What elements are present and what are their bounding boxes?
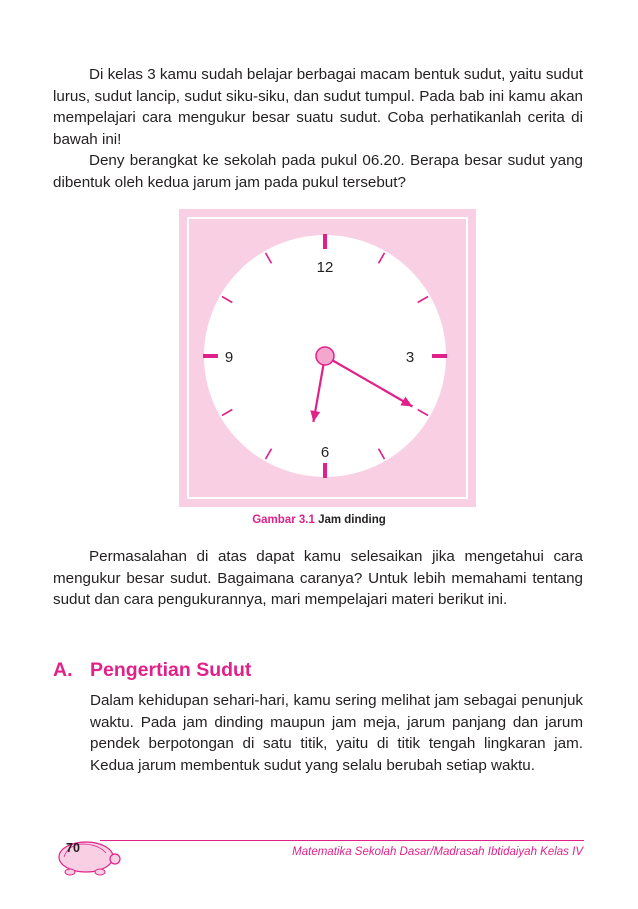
caption-text: Jam dinding <box>318 514 386 526</box>
section-heading <box>53 659 251 682</box>
section-a-paragraph: Dalam kehidupan sehari-hari, kamu sering melihat jam sebagai penunjuk waktu. Pada jam dinding maupun jam meja, jarum panjang dan jarum pendek berpotongan di satu titik, yaitu di titik tengah lingkaran jam. Kedua jarum membentuk sudut yang selalu berubah setiap waktu. <box>90 692 583 774</box>
intro-paragraph: Di kelas 3 kamu sudah belajar berbagai macam bentuk sudut, yaitu sudut lurus, sudut lancip, sudut siku-siku, dan sudut tumpul. Pada bab ini kamu akan mempelajari cara mengukur besar suatu sudut. Coba perhatikanlah cerita di bawah ini! <box>53 66 583 148</box>
footer-divider <box>100 840 584 841</box>
clock-number-12: 12 <box>316 259 334 276</box>
clock-number-9: 9 <box>224 349 234 366</box>
footer-book-title: Matematika Sekolah Dasar/Madrasah Ibtidaiyah Kelas IV <box>292 846 583 858</box>
page-number: 70 <box>66 841 80 855</box>
section-number: A. <box>53 659 73 681</box>
clock-figure <box>179 209 476 507</box>
clock-center-hub <box>316 347 334 365</box>
wall-clock-illustration <box>179 209 476 507</box>
clock-number-3: 3 <box>405 349 415 366</box>
figure-caption <box>0 514 638 526</box>
section-title: Pengertian Sudut <box>90 659 252 681</box>
after-figure-paragraph: Permasalahan di atas dapat kamu selesaikan jika mengetahui cara mengukur besar sudut. Bagaimana caranya? Untuk lebih memahami tentang sudut dan cara pengukurannya, mari mempelajari materi berikut ini. <box>53 548 583 608</box>
turtle-icon <box>52 835 122 880</box>
story-paragraph: Deny berangkat ke sekolah pada pukul 06.20. Berapa besar sudut yang dibentuk oleh kedua jarum jam pada pukul tersebut? <box>53 152 583 191</box>
caption-label: Gambar 3.1 <box>252 514 315 526</box>
clock-number-6: 6 <box>320 444 330 461</box>
